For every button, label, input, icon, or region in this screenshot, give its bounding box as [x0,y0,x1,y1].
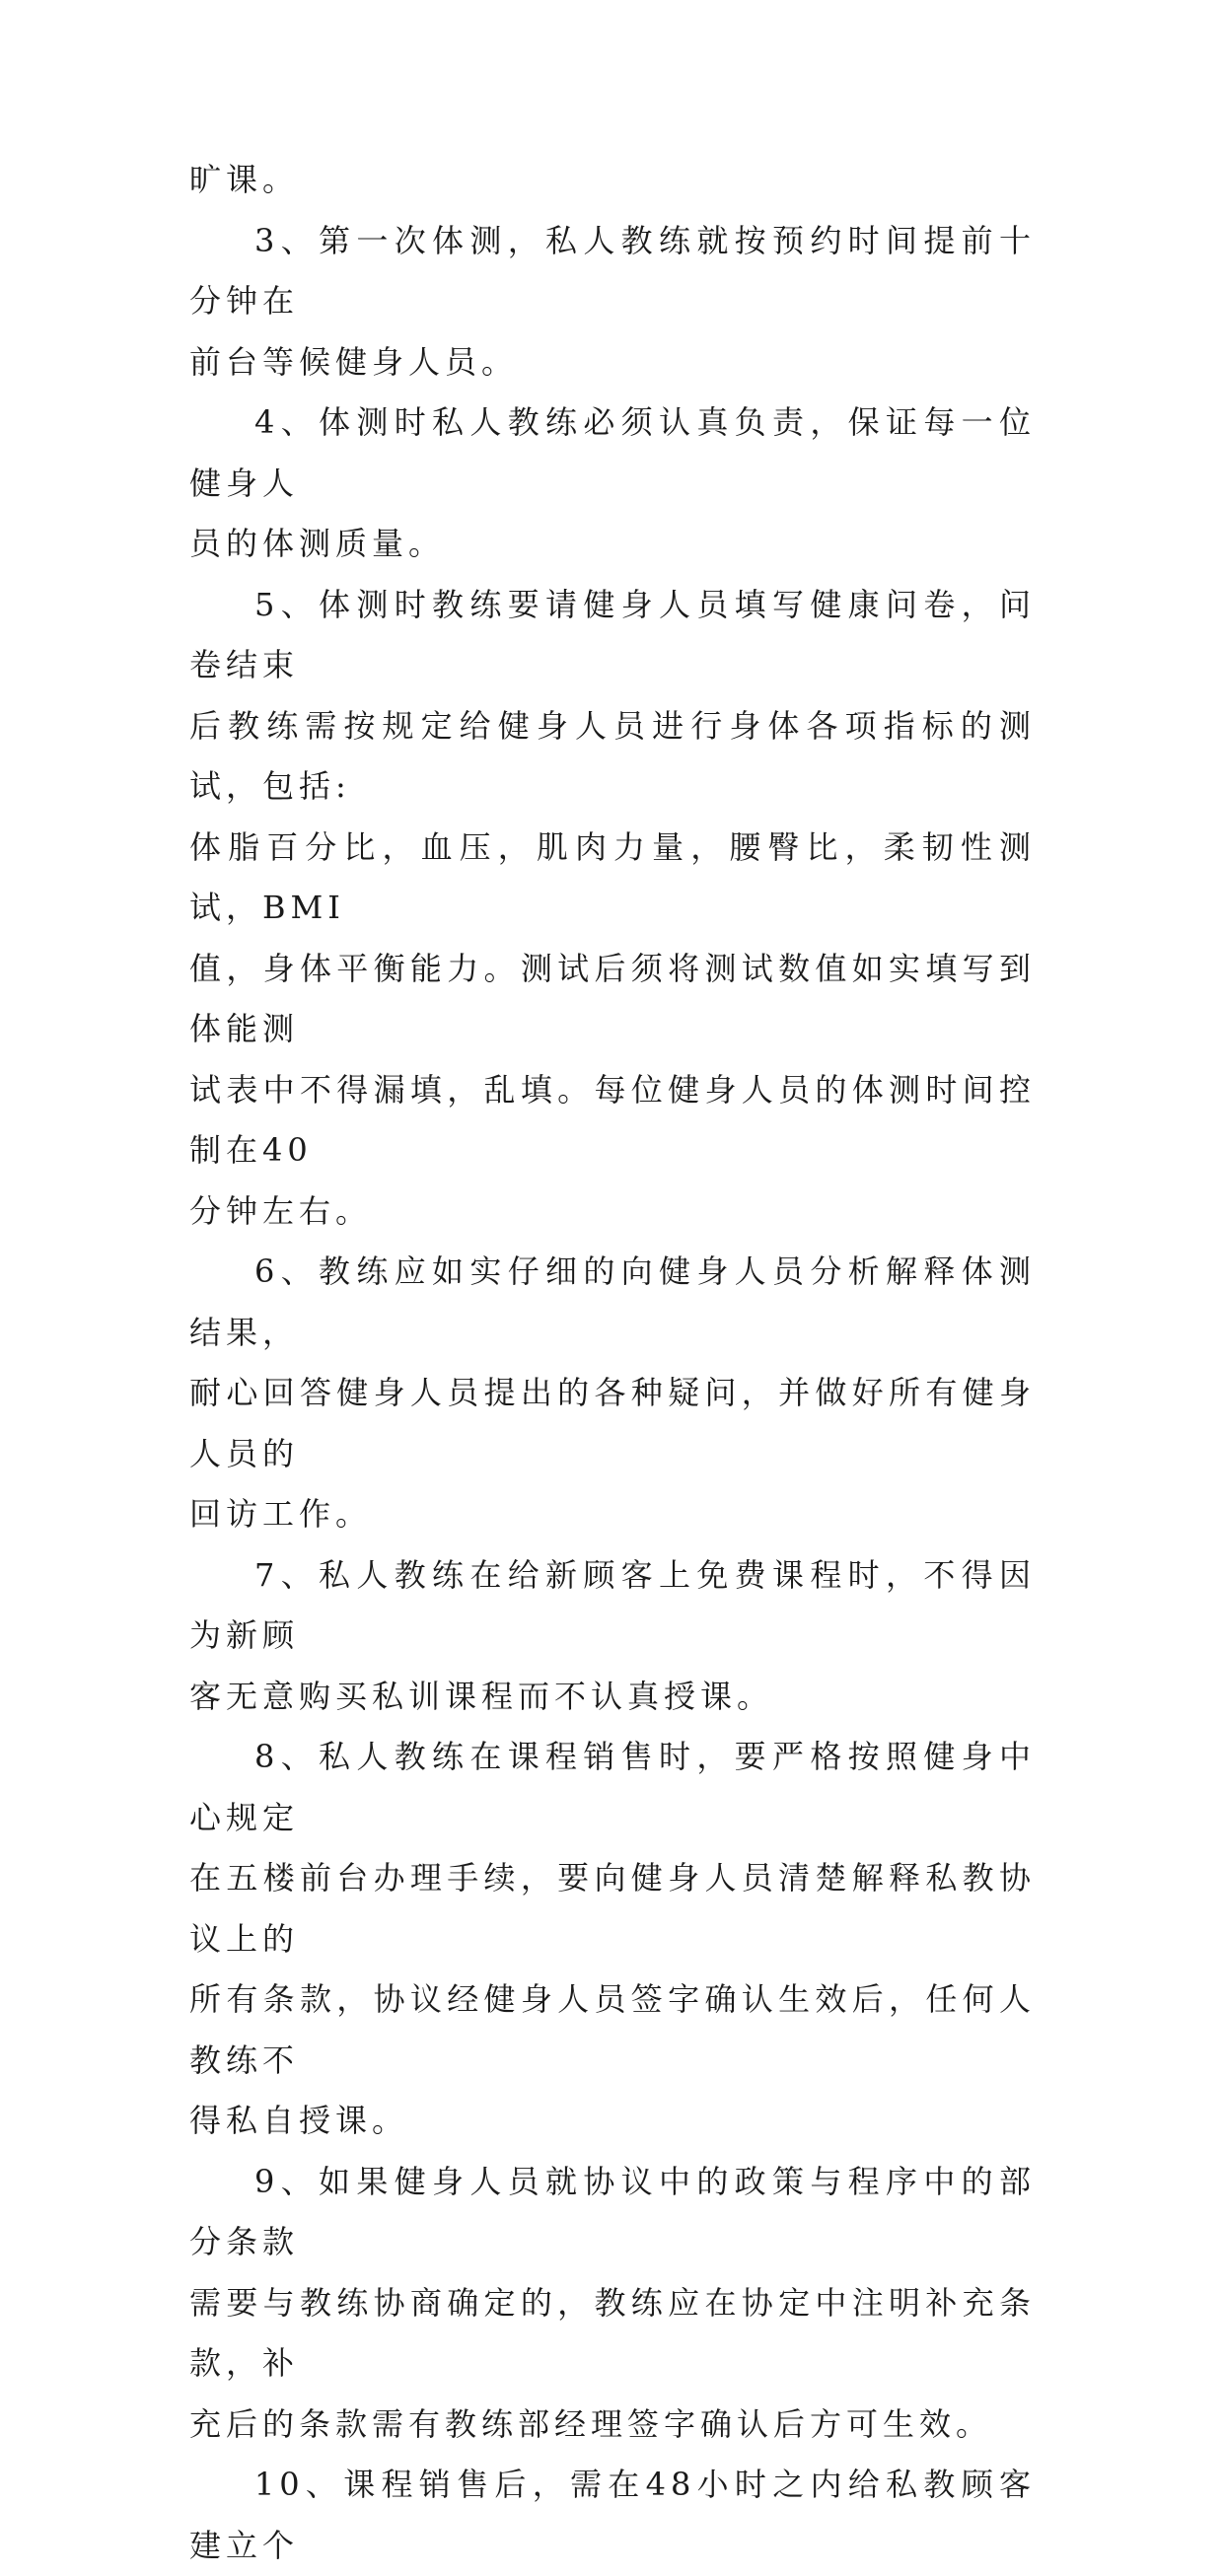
text-line: 在五楼前台办理手续，要向健身人员清楚解释私教协议上的 [189,1859,1036,1958]
text-line: 8、私人教练在课程销售时，要严格按照健身中心规定 [189,1738,1036,1836]
text-line: 充后的条款需有教练部经理签字确认后方可生效。 [189,2404,993,2443]
text-line: 10、课程销售后，需在48小时之内给私教顾客建立个 [189,2466,1036,2564]
text-line: 值，身体平衡能力。测试后须将测试数值如实填写到体能测 [189,949,1036,1047]
text-line: 分钟左右。 [189,1191,373,1230]
text-line: 客无意购买私训课程而不认真授课。 [189,1677,774,1715]
text-line: 后教练需按规定给健身人员进行身体各项指标的测试，包括: [189,706,1036,805]
text-line: 9、如果健身人员就协议中的政策与程序中的部分条款 [189,2162,1036,2260]
document-page [189,150,1036,2576]
text-line: 7、私人教练在给新顾客上免费课程时，不得因为新顾 [189,1555,1036,1654]
text-line: 5、体测时教练要请健身人员填写健康问卷，问卷结束 [189,585,1036,683]
text-line: 前台等候健身人员。 [189,342,519,381]
text-line: 需要与教练协商确定的，教练应在协定中注明补充条款，补 [189,2283,1036,2382]
text-line: 试表中不得漏填，乱填。每位健身人员的体测时间控制在40 [189,1070,1036,1169]
text-line: 3、第一次体测，私人教练就按预约时间提前十分钟在 [189,221,1036,320]
text-line: 得私自授课。 [189,2102,409,2139]
text-line: 4、体测时私人教练必须认真负责，保证每一位健身人 [189,403,1036,502]
text-line: 耐心回答健身人员提出的各种疑问，并做好所有健身人员的 [189,1374,1036,1472]
text-line: 所有条款，协议经健身人员签字确认生效后，任何人教练不 [189,1980,1036,2079]
text-line: 体脂百分比，血压，肌肉力量，腰臀比，柔韧性测试，BMI [189,827,1036,926]
text-line: 6、教练应如实仔细的向健身人员分析解释体测结果， [189,1252,1036,1351]
text-line: 员的体测质量。 [189,525,446,562]
text-line: 回访工作。 [189,1495,373,1533]
text-line: 旷课。 [189,161,300,198]
